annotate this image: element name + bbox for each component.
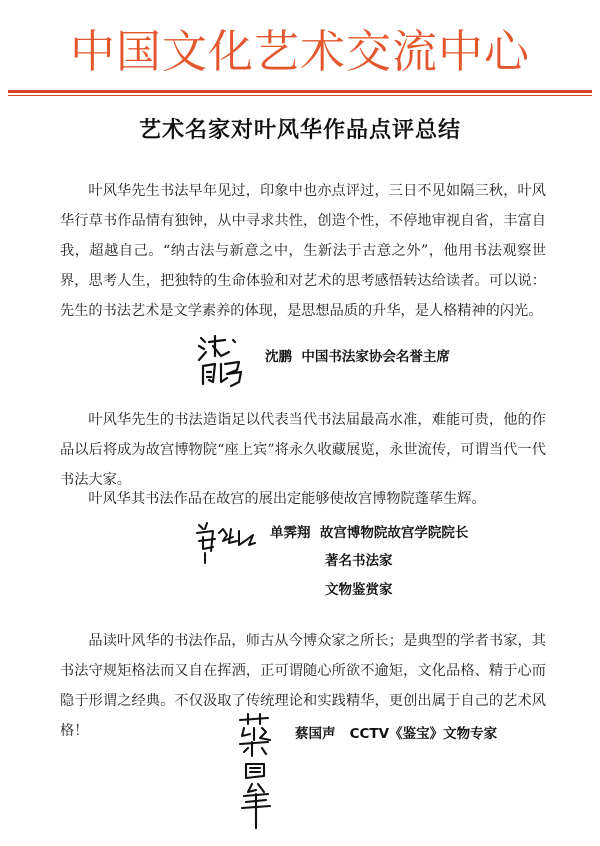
organization-name: 中国文化艺术交流中心	[69, 25, 530, 78]
endorser-2-line-2: 著名书法家	[325, 553, 393, 569]
letterhead	[0, 0, 600, 96]
paragraph-4: 品读叶风华的书法作品，师古从今博众家之所长；是典型的学者书家，其书法守规矩格法而又自在挥洒，正可谓随心所欲不逾矩，文化品格、精于心而隐于形谓之经典。不仅汲取了传统理论和实践精华，更创出属于自己的艺术风格！	[60, 633, 546, 739]
header-rule-thin	[8, 95, 592, 96]
endorser-1-line: 沈鹏 中国书法家协会名誉主席	[265, 349, 450, 365]
endorser-2-line-3: 文物鉴赏家	[325, 582, 393, 598]
paragraph-3: 叶风华其书法作品在故宫的展出定能够使故宫博物院蓬荜生辉。	[88, 491, 486, 507]
header-rule-thick	[8, 90, 592, 93]
paragraph-1: 叶风华先生书法早年见过，印象中也亦点评过，三日不见如隔三秋，叶风华行草书作品情有独钟，从中寻求共性，创造个性，不停地审视自省，丰富自我，超越自己。“纳古法与新意之中，生新法于古意之外”，他用书法观察世界，思考人生，把独特的生命体验和对艺术的思考感悟转达给读者。可以说：先生的书法艺术是文学素养的体现，是思想品质的升华，是人格精神的闪光。	[60, 183, 546, 319]
endorser-2-line-1: 单霁翔 故宫博物院故宫学院院长	[270, 525, 469, 541]
handwritten-signature-cai-guosheng	[232, 712, 282, 832]
paragraph-2: 叶风华先生的书法造诣足以代表当代书法届最高水准，难能可贵，他的作品以后将成为故宫博物院“座上宾”将永久收藏展览，永世流传，可谓当代一代书法大家。	[60, 412, 546, 488]
handwritten-signature-shen-peng	[195, 330, 255, 388]
document-title: 艺术名家对叶风华作品点评总结	[138, 118, 461, 143]
endorser-3-line: 蔡国声 CCTV《鉴宝》文物专家	[295, 726, 498, 742]
handwritten-signature-shan-jixiang	[193, 515, 258, 565]
